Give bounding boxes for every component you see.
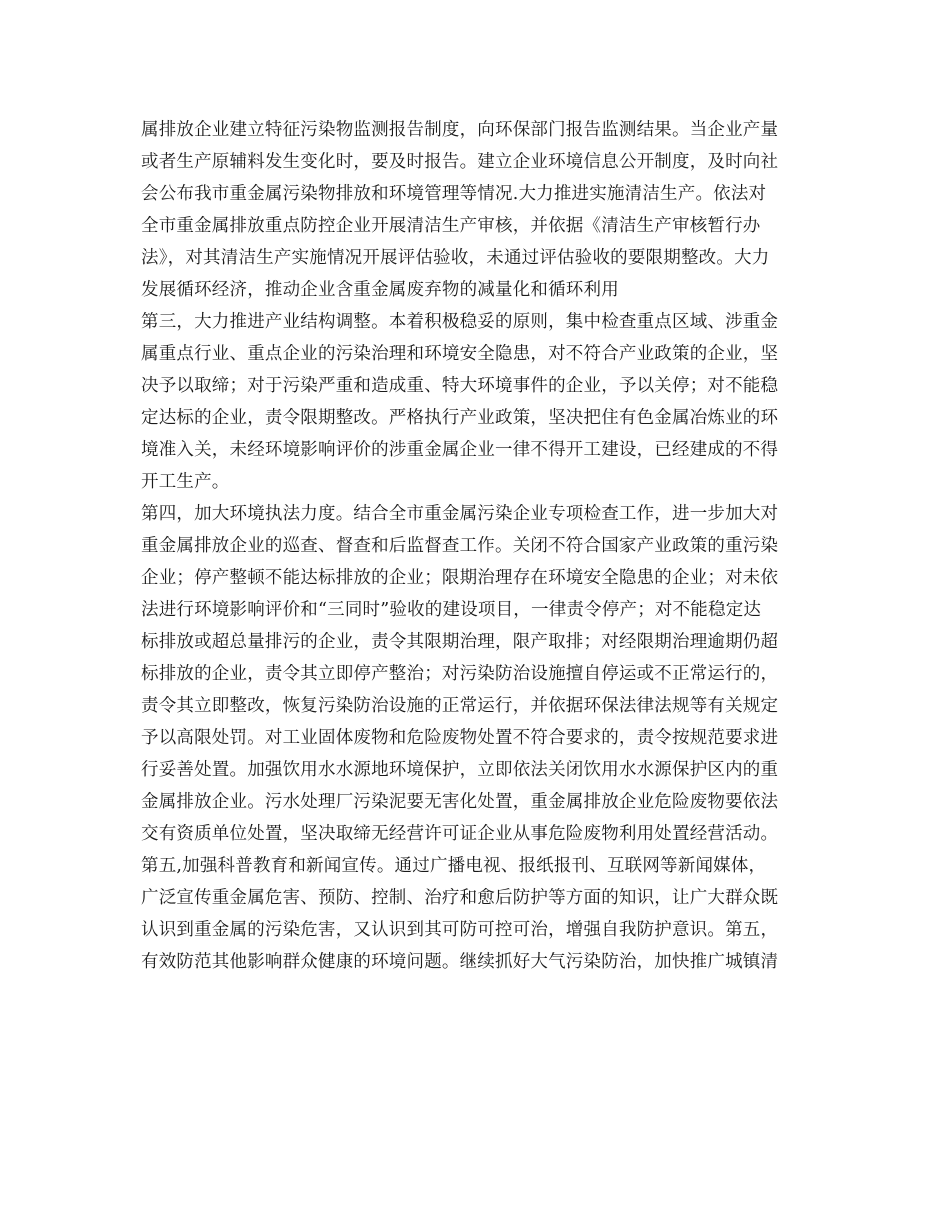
text-line: 或者生产原辅料发生变化时，要及时报告。建立企业环境信息公开制度，及时向社 (141, 152, 779, 172)
text-line: 会公布我市重金属污染物排放和环境管理等情况.大力推进实施清洁生产。依法对 (141, 184, 767, 204)
text-line: 第三，大力推进产业结构调整。本着积极稳妥的原则，集中检查重点区域、涉重金 (141, 312, 779, 332)
text-line: 第四，加大环境执法力度。结合全市重金属污染企业专项检查工作，进一步加大对 (141, 504, 779, 524)
text-line: 属重点行业、重点企业的污染治理和环境安全隐患，对不符合产业政策的企业，坚 (141, 344, 779, 364)
text-line: 法进行环境影响评价和“三同时”验收的建设项目，一律责令停产；对不能稳定达 (141, 600, 762, 620)
text-line: 全市重金属排放重点防控企业开展清洁生产审核，并依据《清洁生产审核暂行办 (141, 216, 761, 236)
text-line: 有效防范其他影响群众健康的环境问题。继续抓好大气污染防治，加快推广城镇清 (141, 952, 779, 972)
text-line: 法》，对其清洁生产实施情况开展评估验收，未通过评估验收的要限期整改。大力 (141, 248, 770, 268)
text-line: 属排放企业建立特征污染物监测报告制度，向环保部门报告监测结果。当企业产量 (141, 120, 779, 140)
text-line: 重金属排放企业的巡查、督查和后监督查工作。关闭不符合国家产业政策的重污染 (141, 536, 779, 556)
document-body (141, 114, 831, 978)
text-line: 认识到重金属的污染危害，又认识到其可防可控可治，增强自我防护意识。第五， (141, 920, 779, 940)
text-line: 责令其立即整改，恢复污染防治设施的正常运行，并依据环保法律法规等有关规定 (141, 696, 779, 716)
text-line: 交有资质单位处置，坚决取缔无经营许可证企业从事危险废物利用处置经营活动。 (141, 824, 779, 844)
text-line: 决予以取缔；对于污染严重和造成重、特大环境事件的企业，予以关停；对不能稳 (141, 376, 779, 396)
text-line: 定达标的企业，责令限期整改。严格执行产业政策，坚决把住有色金属冶炼业的环 (141, 408, 779, 428)
text-line: 标排放的企业，责令其立即停产整治；对污染防治设施擅自停运或不正常运行的， (141, 664, 779, 684)
text-line: 广泛宣传重金属危害、预防、控制、治疗和愈后防护等方面的知识，让广大群众既 (141, 888, 779, 908)
text-line: 金属排放企业。污水处理厂污染泥要无害化处置，重金属排放企业危险废物要依法 (141, 792, 779, 812)
text-line: 境准入关，未经环境影响评价的涉重金属企业一律不得开工建设，已经建成的不得 (141, 440, 779, 460)
text-line: 企业；停产整顿不能达标排放的企业；限期治理存在环境安全隐患的企业；对未依 (141, 568, 779, 588)
text-line: 标排放或超总量排污的企业，责令其限期治理，限产取排；对经限期治理逾期仍超 (141, 632, 779, 652)
text-line: 开工生产。 (141, 472, 230, 492)
text-line: 予以高限处罚。对工业固体废物和危险废物处置不符合要求的，责令按规范要求进 (141, 728, 779, 748)
text-line: 行妥善处置。加强饮用水水源地环境保护，立即依法关闭饮用水水源保护区内的重 (141, 760, 779, 780)
text-line: 发展循环经济，推动企业含重金属废弃物的减量化和循环利用 (141, 280, 619, 300)
text-line: 第五,加强科普教育和新闻宣传。通过广播电视、报纸报刊、互联网等新闻媒体， (141, 856, 767, 876)
